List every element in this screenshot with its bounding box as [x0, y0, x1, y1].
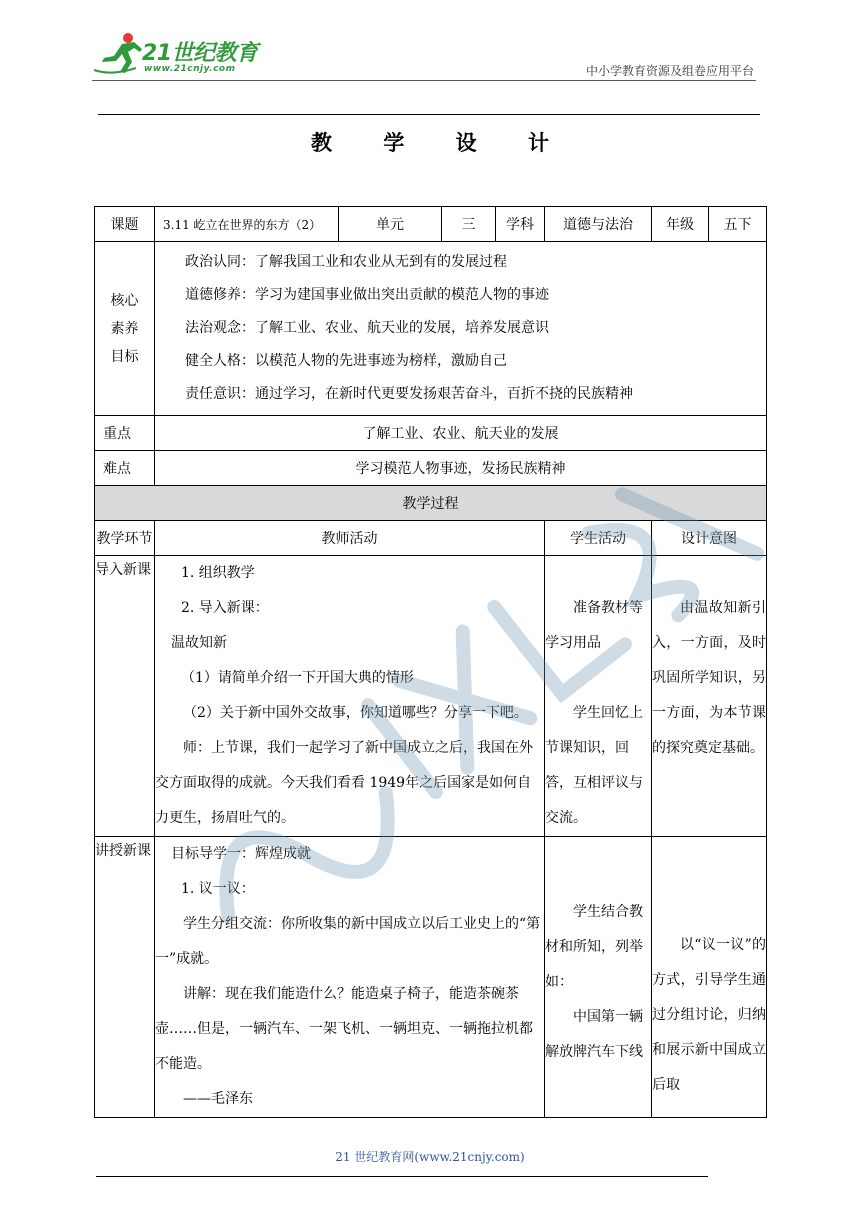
footer-divider: [96, 1176, 708, 1177]
teacher-line: （1）请简单介绍一下开国大典的情形: [181, 670, 414, 686]
unit-value: 三: [442, 207, 496, 242]
teacher-activity: [155, 556, 545, 837]
teacher-line: 温故知新: [171, 635, 227, 651]
logo-brand-text: 21世纪教育: [142, 41, 258, 66]
runner-logo-icon: [92, 30, 144, 76]
teacher-line: 1. 议一议：: [181, 881, 255, 897]
goal-item: 道德修养：学习为建国事业做出突出贡献的模范人物的事迹: [185, 287, 549, 303]
difficulty-row: [95, 451, 767, 486]
teacher-line: 讲解：现在我们能造什么？能造桌子椅子，能造茶碗茶壶……但是，一辆汽车、一架飞机、一辆坦克、一辆拖拉机都不能造。: [155, 986, 533, 1072]
teacher-line: 1. 组织教学: [181, 565, 255, 581]
goals-row: [95, 242, 767, 416]
info-row: [95, 207, 767, 242]
goals-label-line: 目标: [110, 348, 139, 365]
process-row-lesson: [95, 837, 767, 1118]
logo-url-text: www.21cnjy.com: [144, 64, 236, 74]
difficulty-value: 学习模范人物事迹，发扬民族精神: [155, 451, 767, 486]
stage-label: 导入新课: [95, 556, 155, 837]
footer-link[interactable]: 21 世纪教育网(www.21cnjy.com): [335, 1150, 525, 1164]
subject-label: 学科: [496, 207, 545, 242]
lesson-plan-table: [94, 206, 767, 1118]
col-header-stage: 教学环节: [95, 521, 155, 556]
student-line: 准备教材等学习用品: [545, 600, 644, 651]
student-line: 中国第一辆解放牌汽车下线: [545, 1009, 644, 1060]
design-intent: [652, 837, 767, 1118]
unit-label: 单元: [339, 207, 442, 242]
goals-label-line: 素养: [110, 320, 139, 337]
header-divider: [92, 80, 756, 81]
teacher-line: （2）关于新中国外交故事，你知道哪些？分享一下吧。: [183, 705, 528, 721]
topic-value: 3.11 屹立在世界的东方（2）: [155, 207, 339, 242]
goals-label-line: 核心: [110, 292, 139, 309]
grade-label: 年级: [652, 207, 709, 242]
col-header-teacher: 教师活动: [155, 521, 545, 556]
col-header-design: 设计意图: [652, 521, 767, 556]
difficulty-label: 难点: [95, 451, 155, 486]
platform-name: 中小学教育资源及组卷应用平台: [585, 64, 754, 78]
goals-label: [95, 242, 155, 416]
teacher-activity: [155, 837, 545, 1118]
teacher-line: 师：上节课，我们一起学习了新中国成立之后，我国在外交方面取得的成就。今天我们看看 1949年之后国家是如何自力更生，扬眉吐气的。: [155, 740, 533, 826]
teacher-line: ——毛泽东: [183, 1091, 253, 1107]
goal-item: 责任意识：通过学习，在新时代更要发扬艰苦奋斗，百折不挠的民族精神: [185, 386, 633, 402]
col-header-student: 学生活动: [545, 521, 652, 556]
goal-item: 政治认同：了解我国工业和农业从无到有的发展过程: [185, 254, 507, 270]
site-logo: [92, 30, 262, 80]
stage-label: 讲授新课: [95, 837, 155, 1118]
student-line: 学生结合教材和所知，列举如：: [545, 904, 644, 990]
title-rule: [98, 114, 760, 115]
document-title: 教 学 设 计: [311, 130, 571, 155]
process-row-intro: [95, 556, 767, 837]
student-line: 学生回忆上节课知识，回答，互相评议与交流。: [545, 705, 644, 826]
key-point-value: 了解工业、农业、航天业的发展: [155, 416, 767, 451]
process-header-row: [95, 521, 767, 556]
teacher-line: 学生分组交流：你所收集的新中国成立以后工业史上的“第一”成就。: [155, 916, 541, 967]
teacher-line: 2. 导入新课：: [181, 600, 269, 616]
goal-item: 法治观念：了解工业、农业、航天业的发展，培养发展意识: [185, 320, 549, 336]
goals-list: [155, 242, 767, 416]
design-intent: [652, 556, 767, 837]
key-point-label: 重点: [95, 416, 155, 451]
process-title: 教学过程: [95, 486, 767, 521]
subject-value: 道德与法治: [545, 207, 652, 242]
design-text: 由温故知新引入，一方面，及时巩固所学知识，另一方面，为本节课的探究奠定基础。: [652, 600, 767, 756]
process-title-row: [95, 486, 767, 521]
teacher-line: 目标导学一：辉煌成就: [171, 846, 311, 862]
student-activity: [545, 837, 652, 1118]
grade-value: 五下: [709, 207, 767, 242]
key-point-row: [95, 416, 767, 451]
topic-label: 课题: [95, 207, 155, 242]
design-text: 以“议一议”的方式，引导学生通过分组讨论，归纳和展示新中国成立后取: [652, 937, 767, 1093]
student-activity: [545, 556, 652, 837]
goal-item: 健全人格：以模范人物的先进事迹为榜样，激励自己: [185, 353, 507, 369]
